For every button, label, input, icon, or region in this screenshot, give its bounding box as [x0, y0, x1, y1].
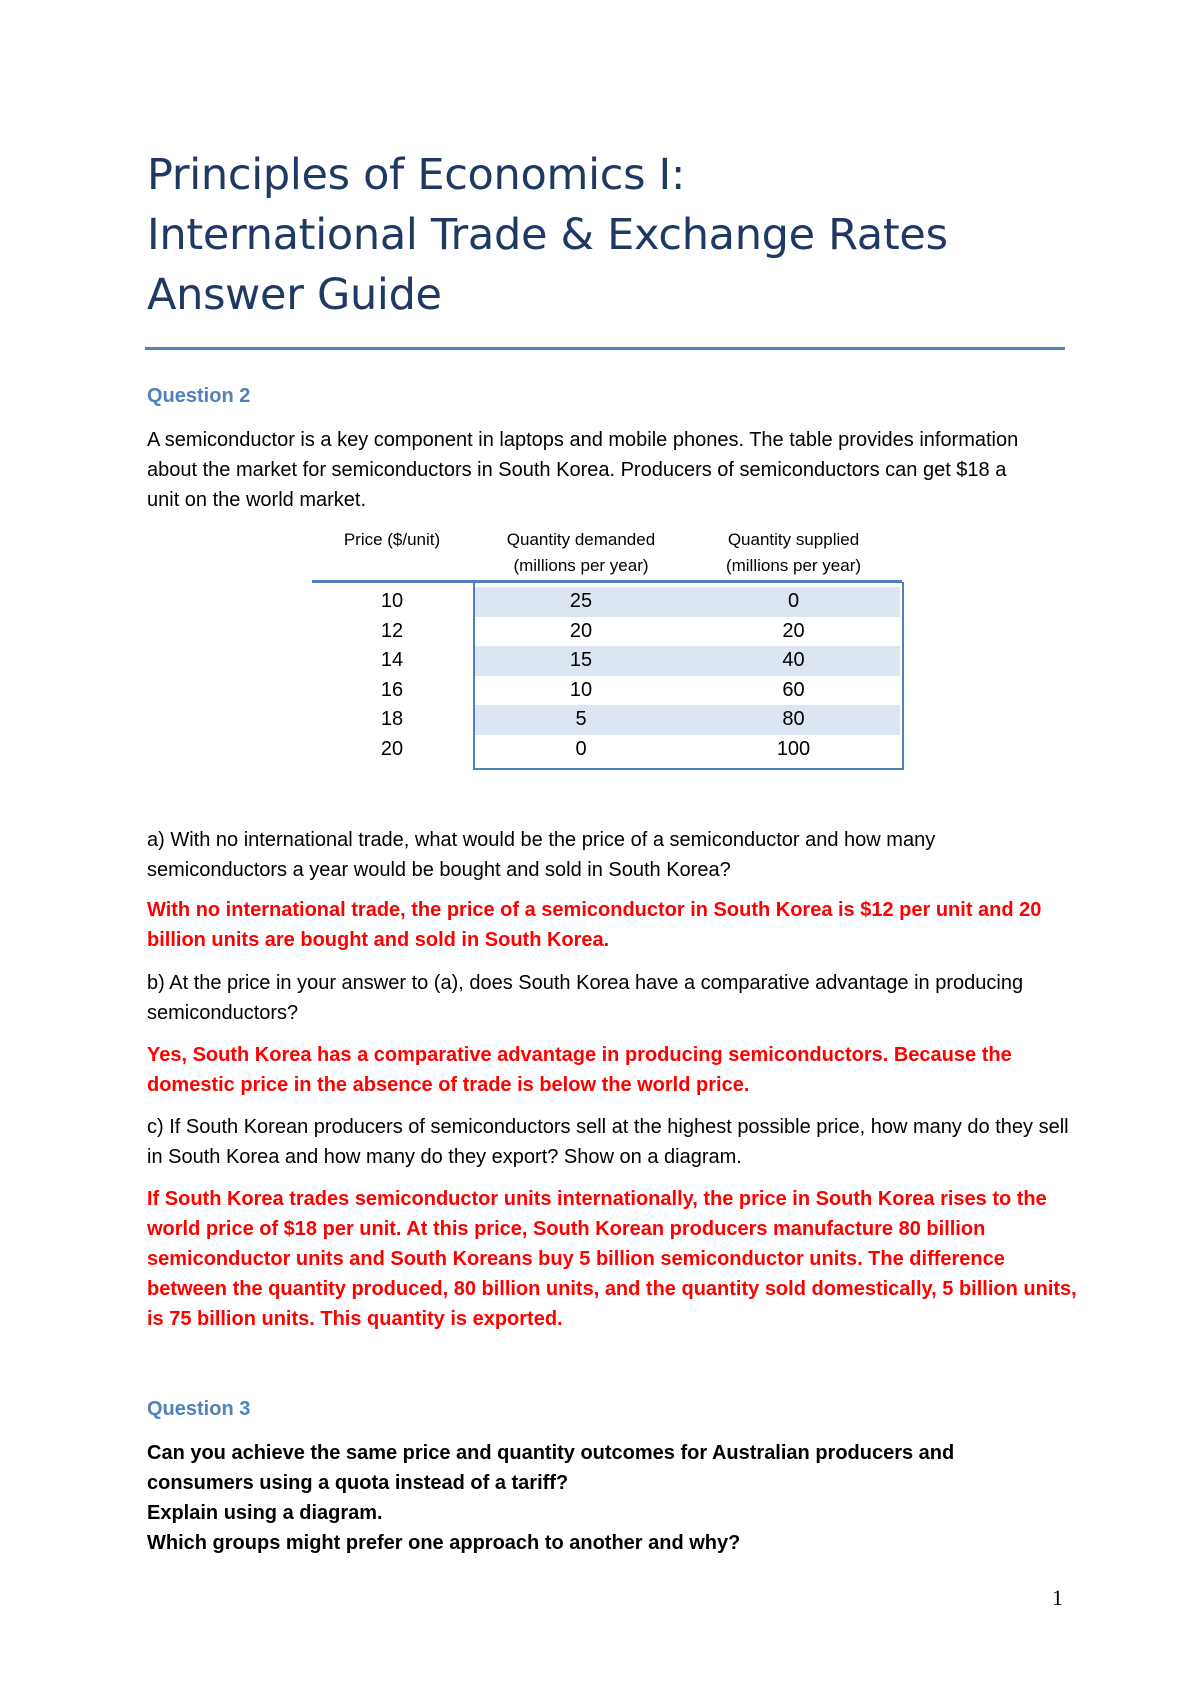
title-line-2: International Trade & Exchange Rates	[147, 210, 948, 260]
question-2b: b) At the price in your answer to (a), does South Korea have a comparative advantage in producing semiconductors?	[147, 972, 1024, 1024]
title-line-1: Principles of Economics I:	[147, 150, 686, 200]
table-row: 16 10 60	[380, 678, 805, 701]
page-number: 1	[1052, 1585, 1063, 1610]
table-row: 20 0 100	[380, 737, 811, 760]
question-3-line: Which groups might prefer one approach to another and why?	[147, 1532, 741, 1554]
question-2-intro: A semiconductor is a key component in laptops and mobile phones. The table provides information about the market for semiconductors in South Korea. Producers of semiconductors can get $18 a unit on the world market.	[147, 429, 1019, 511]
table-header-quantity-demanded: Quantity demanded (millions per year)	[506, 530, 656, 575]
table-header-quantity-supplied: Quantity supplied (millions per year)	[725, 530, 862, 575]
question-3-heading: Question 3	[147, 1398, 251, 1420]
table-row: 14 15 40	[312, 646, 902, 676]
title-line-3: Answer Guide	[147, 270, 442, 320]
answer-2c: If South Korea trades semiconductor units internationally, the price in South Korea rises to the world price of $18 per unit. At this price, South Korean producers manufacture 80 billion semiconductor units and South Koreans buy 5 billion semiconductor units. The difference between the quantity produced, 80 billion units, and the quantity sold domestically, 5 billion units, is 75 billion units. This quantity is exported.	[147, 1188, 1077, 1330]
document-title	[147, 145, 1067, 325]
question-3-text	[147, 1438, 1027, 1558]
question-2c: c) If South Korean producers of semiconductors sell at the highest possible price, how many do they sell in South Korea and how many do they export? Show on a diagram.	[147, 1116, 1069, 1168]
answer-2a: With no international trade, the price of a semiconductor in South Korea is $12 per unit and 20 billion units are bought and sold in South Korea.	[147, 899, 1042, 951]
table-row: 12 20 20	[380, 619, 805, 642]
answer-2b: Yes, South Korea has a comparative advantage in producing semiconductors. Because the domestic price in the absence of trade is below the world price.	[147, 1044, 1012, 1096]
title-divider	[145, 347, 1065, 350]
question-2-heading: Question 2	[147, 385, 251, 407]
question-3-line: Can you achieve the same price and quantity outcomes for Australian producers and consumers using a quota instead of a tariff?	[147, 1442, 955, 1494]
table-row: 18 5 80	[312, 705, 902, 735]
table-row: 10 25 0	[312, 587, 902, 617]
question-3-line: Explain using a diagram.	[147, 1502, 383, 1524]
question-2a: a) With no international trade, what would be the price of a semiconductor and how many semiconductors a year would be bought and sold in South Korea?	[147, 829, 936, 881]
table-header-price: Price ($/unit)	[343, 530, 441, 549]
table-data-border	[473, 582, 904, 770]
